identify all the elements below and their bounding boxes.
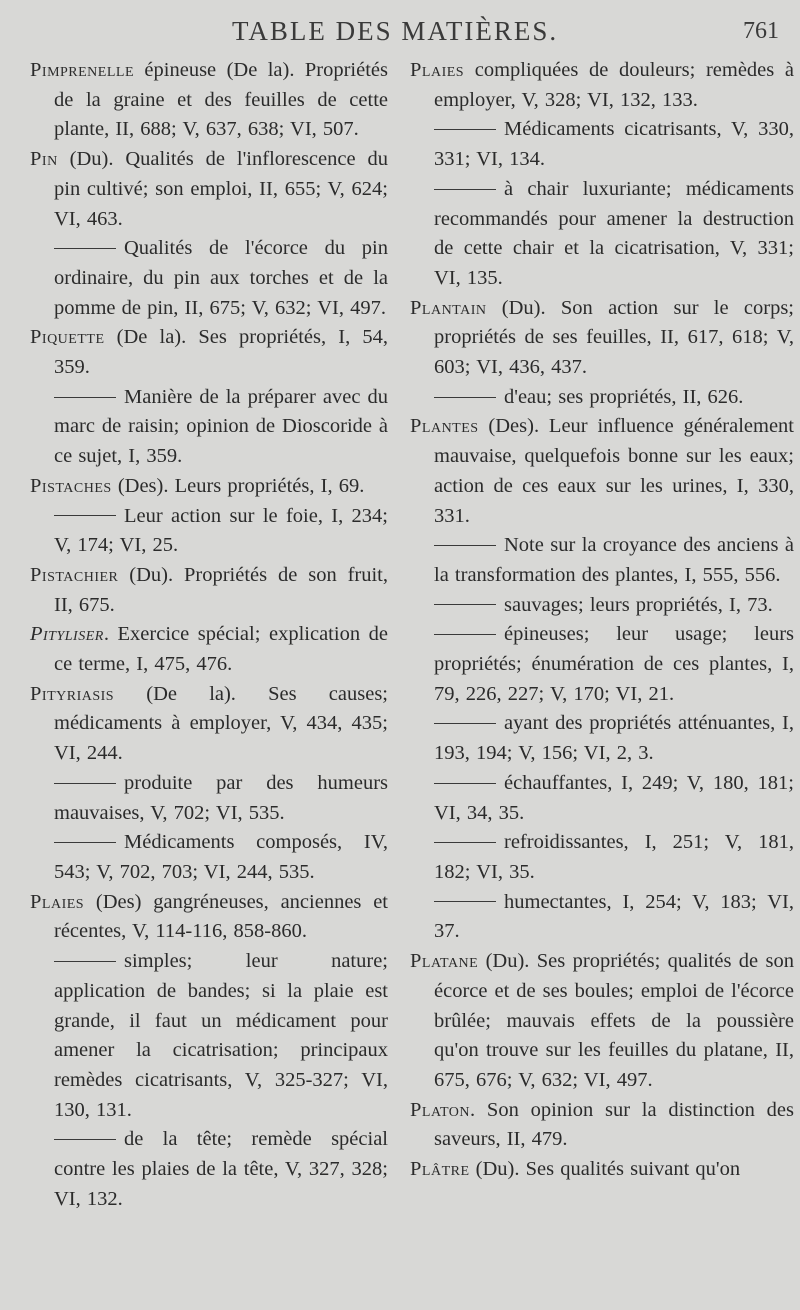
index-subentry	[410, 620, 794, 709]
index-subentry	[410, 888, 794, 947]
repeat-dash	[54, 961, 116, 962]
index-subentry	[410, 769, 794, 828]
page-number: 761	[743, 18, 779, 44]
entry-text: (Des). Leur influence généralement mauvaise, quelquefois bonne sur les eaux; action de ces eaux sur les urines, I, 330, 331.	[434, 415, 794, 527]
entry-text: . Exercice spécial; explication de ce terme, I, 475, 476.	[54, 623, 388, 676]
repeat-dash	[434, 545, 496, 546]
repeat-dash	[434, 723, 496, 724]
subentry-text: à chair luxuriante; médicaments recommandés pour amener la destruction de cette chair et la cicatrisation, V, 331; VI, 135.	[434, 177, 794, 289]
repeat-dash	[54, 783, 116, 784]
entry-headword: Pin	[30, 148, 58, 171]
subentry-text: d'eau; ses propriétés, II, 626.	[504, 385, 744, 408]
repeat-dash	[434, 129, 496, 130]
index-subentry	[30, 383, 388, 472]
subentry-text: Médicaments cicatrisants, V, 330, 331; VI, 134.	[434, 118, 794, 171]
index-entry	[410, 1155, 794, 1185]
subentry-text: Qualités de l'écorce du pin ordinaire, du pin aux torches et de la pomme de pin, II, 675; V, 632; VI, 497.	[54, 237, 388, 319]
subentry-text: Manière de la préparer avec du marc de raisin; opinion de Dioscoride à ce sujet, I, 359.	[54, 385, 388, 468]
index-entry	[30, 323, 388, 382]
left-column	[30, 56, 388, 1214]
index-subentry	[410, 591, 794, 621]
index-entry	[30, 620, 388, 679]
index-entry	[30, 561, 388, 620]
repeat-dash	[434, 783, 496, 784]
entry-headword: Platon	[410, 1098, 471, 1121]
entry-headword: Plaies	[410, 59, 465, 81]
repeat-dash	[434, 604, 496, 605]
repeat-dash	[434, 842, 496, 843]
right-column	[410, 56, 794, 1185]
entry-headword: Pityriasis	[30, 682, 115, 705]
index-subentry	[30, 828, 388, 887]
entry-text: (De la). Ses propriétés, I, 54, 359.	[54, 326, 388, 379]
entry-text: (Du). Propriétés de son fruit, II, 675.	[54, 563, 388, 616]
subentry-text: simples; leur nature; application de bandes; si la plaie est grande, il faut un médicament pour amener la cicatrisation; principaux remèdes cicatrisants, V, 325-327; VI, 130, 131.	[54, 950, 388, 1121]
repeat-dash	[54, 515, 116, 516]
index-entry	[30, 56, 388, 145]
subentry-text: Leur action sur le foie, I, 234; V, 174; VI, 25.	[54, 504, 388, 557]
repeat-dash	[54, 397, 116, 398]
index-subentry	[30, 769, 388, 828]
index-subentry	[30, 1125, 388, 1214]
repeat-dash	[54, 842, 116, 843]
index-subentry	[30, 947, 388, 1125]
repeat-dash	[434, 189, 496, 190]
subentry-text: ayant des propriétés atténuantes, I, 193, 194; V, 156; VI, 2, 3.	[434, 712, 794, 765]
entry-text: compliquées de douleurs; remèdes à employer, V, 328; VI, 132, 133.	[434, 59, 794, 111]
entry-headword: Plaies	[30, 890, 85, 913]
repeat-dash	[434, 634, 496, 635]
subentry-text: Médicaments composés, IV, 543; V, 702, 703; VI, 244, 535.	[54, 831, 388, 883]
index-subentry	[410, 383, 794, 413]
index-entry	[410, 947, 794, 1096]
page-header	[0, 16, 800, 50]
entry-headword: Piquette	[30, 326, 105, 349]
subentry-text: humectantes, I, 254; V, 183; VI, 37.	[434, 890, 794, 943]
entry-headword: Pistaches	[30, 474, 112, 497]
entry-headword: Pimprenelle	[30, 59, 135, 81]
index-entry	[30, 472, 388, 502]
index-entry	[410, 294, 794, 383]
index-entry	[410, 1096, 794, 1155]
entry-text: (Des) gangréneuses, anciennes et récentes, V, 114-116, 858-860.	[54, 890, 388, 943]
subentry-text: de la tête; remède spécial contre les plaies de la tête, V, 327, 328; VI, 132.	[54, 1128, 388, 1210]
index-subentry	[410, 175, 794, 294]
subentry-text: Note sur la croyance des anciens à la transformation des plantes, I, 555, 556.	[434, 534, 794, 586]
entry-headword: Plantain	[410, 296, 487, 319]
repeat-dash	[434, 901, 496, 902]
entry-headword: Plâtre	[410, 1158, 470, 1181]
repeat-dash	[434, 397, 496, 398]
entry-text: épineuse (De la). Propriétés de la graine et des feuilles de cette plante, II, 688; V, 637, 638; VI, 507.	[54, 59, 388, 141]
repeat-dash	[54, 248, 116, 249]
subentry-text: refroidissantes, I, 251; V, 181, 182; VI, 35.	[434, 831, 794, 883]
entry-text: (De la). Ses causes; médicaments à employer, V, 434, 435; VI, 244.	[54, 682, 388, 765]
entry-headword: Plantes	[410, 415, 479, 438]
index-entry	[410, 56, 794, 115]
index-subentry	[410, 115, 794, 174]
index-subentry	[30, 234, 388, 323]
entry-text: (Du). Qualités de l'inflorescence du pin cultivé; son emploi, II, 655; V, 624; VI, 463.	[54, 148, 388, 230]
entry-headword: Pityliser	[30, 623, 104, 646]
running-title: TABLE DES MATIÈRES.	[232, 16, 559, 46]
subentry-text: produite par des humeurs mauvaises, V, 702; VI, 535.	[54, 771, 388, 824]
entry-text: (Du). Ses propriétés; qualités de son écorce et de ses boules; emploi de l'écorce brûlée; mauvais effets de la poussière qu'on trouve sur les feuilles du platane, II, 675, 676; V, 632; VI, 497.	[434, 950, 794, 1091]
index-entry	[410, 412, 794, 531]
subentry-text: sauvages; leurs propriétés, I, 73.	[504, 593, 773, 616]
index-subentry	[410, 531, 794, 590]
index-entry	[30, 888, 388, 947]
entry-text: (Des). Leurs propriétés, I, 69.	[111, 474, 365, 497]
index-subentry	[410, 709, 794, 768]
index-subentry	[30, 502, 388, 561]
index-subentry	[410, 828, 794, 887]
index-entry	[30, 145, 388, 234]
entry-headword: Pistachier	[30, 563, 119, 586]
entry-text: . Son opinion sur la distinction des saveurs, II, 479.	[434, 1098, 794, 1151]
subentry-text: épineuses; leur usage; leurs propriétés; énumération de ces plantes, I, 79, 226, 227; V, 170; VI, 21.	[434, 623, 794, 705]
repeat-dash	[54, 1139, 116, 1140]
entry-text: (Du). Ses qualités suivant qu'on	[469, 1158, 741, 1181]
entry-headword: Platane	[410, 950, 479, 973]
subentry-text: échauffantes, I, 249; V, 180, 181; VI, 34, 35.	[434, 771, 794, 824]
entry-text: (Du). Son action sur le corps; propriétés de ses feuilles, II, 617, 618; V, 603; VI, 436, 437.	[434, 296, 794, 379]
index-entry	[30, 680, 388, 769]
